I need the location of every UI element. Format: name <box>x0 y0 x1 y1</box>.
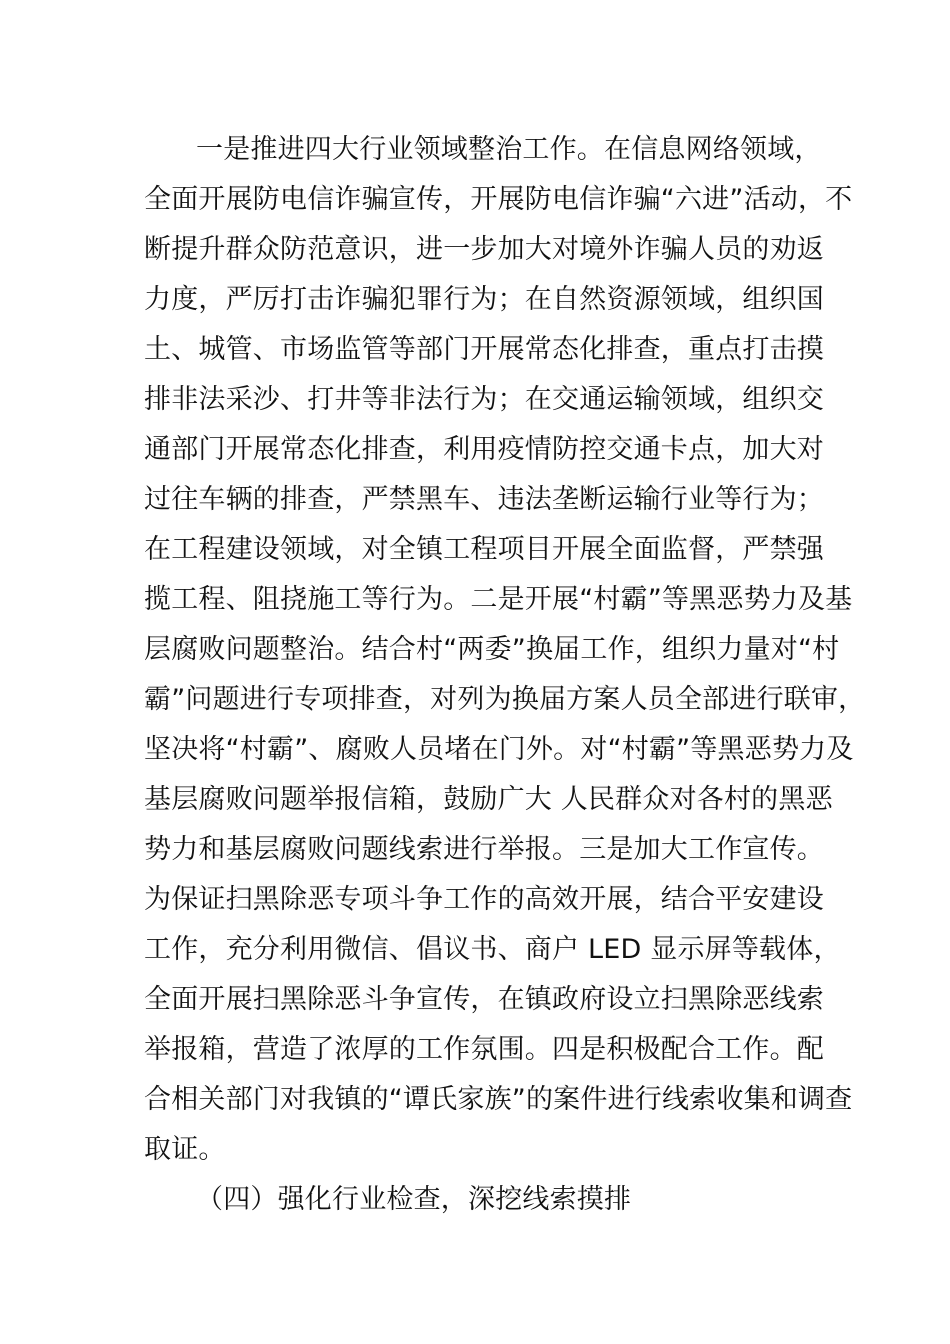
paragraph-line: 全面开展扫黑除恶斗争宣传，在镇政府设立扫黑除恶线索 <box>144 984 824 1015</box>
paragraph-line: 坚决将“村霸”、腐败人员堵在门外。对“村霸”等黑恶势力及 <box>144 734 854 765</box>
paragraph-line: 工作，充分利用微信、倡议书、商户 LED 显示屏等载体， <box>144 934 841 965</box>
paragraph-line: 力度，严厉打击诈骗犯罪行为；在自然资源领域，组织国 <box>144 284 824 315</box>
section-heading: （四）强化行业检查，深挖线索摸排 <box>196 1184 632 1215</box>
paragraph-line: 揽工程、阻挠施工等行为。二是开展“村霸”等黑恶势力及基 <box>144 584 853 615</box>
paragraph-line: 排非法采沙、打井等非法行为；在交通运输领域，组织交 <box>144 384 824 415</box>
paragraph-line: 基层腐败问题举报信箱，鼓励广大 人民群众对各村的黑恶 <box>144 784 833 815</box>
paragraph-line: 层腐败问题整治。结合村“两委”换届工作，组织力量对“村 <box>144 634 840 665</box>
paragraph-line: 势力和基层腐败问题线索进行举报。三是加大工作宣传。 <box>144 834 824 865</box>
paragraph-line: 合相关部门对我镇的“谭氏家族”的案件进行线索收集和调查 <box>144 1084 853 1115</box>
paragraph-line: 为保证扫黑除恶专项斗争工作的高效开展，结合平安建设 <box>144 884 824 915</box>
paragraph-line: 过往车辆的排查，严禁黑车、违法垄断运输行业等行为； <box>144 484 824 515</box>
paragraph-line: 霸”问题进行专项排查，对列为换届方案人员全部进行联审， <box>144 684 866 715</box>
paragraph-line: 全面开展防电信诈骗宣传，开展防电信诈骗“六进”活动，不 <box>144 184 853 215</box>
paragraph-line: 断提升群众防范意识，进一步加大对境外诈骗人员的劝返 <box>144 234 824 265</box>
paragraph-line: 举报箱，营造了浓厚的工作氛围。四是积极配合工作。配 <box>144 1034 824 1065</box>
paragraph-line: 取证。 <box>144 1134 226 1165</box>
paragraph-line: 土、城管、市场监管等部门开展常态化排查，重点打击摸 <box>144 334 824 365</box>
paragraph-line: 在工程建设领域，对全镇工程项目开展全面监督，严禁强 <box>144 534 824 565</box>
paragraph-line: 一是推进四大行业领域整治工作。在信息网络领域， <box>196 134 822 165</box>
paragraph-line: 通部门开展常态化排查，利用疫情防控交通卡点，加大对 <box>144 434 824 465</box>
